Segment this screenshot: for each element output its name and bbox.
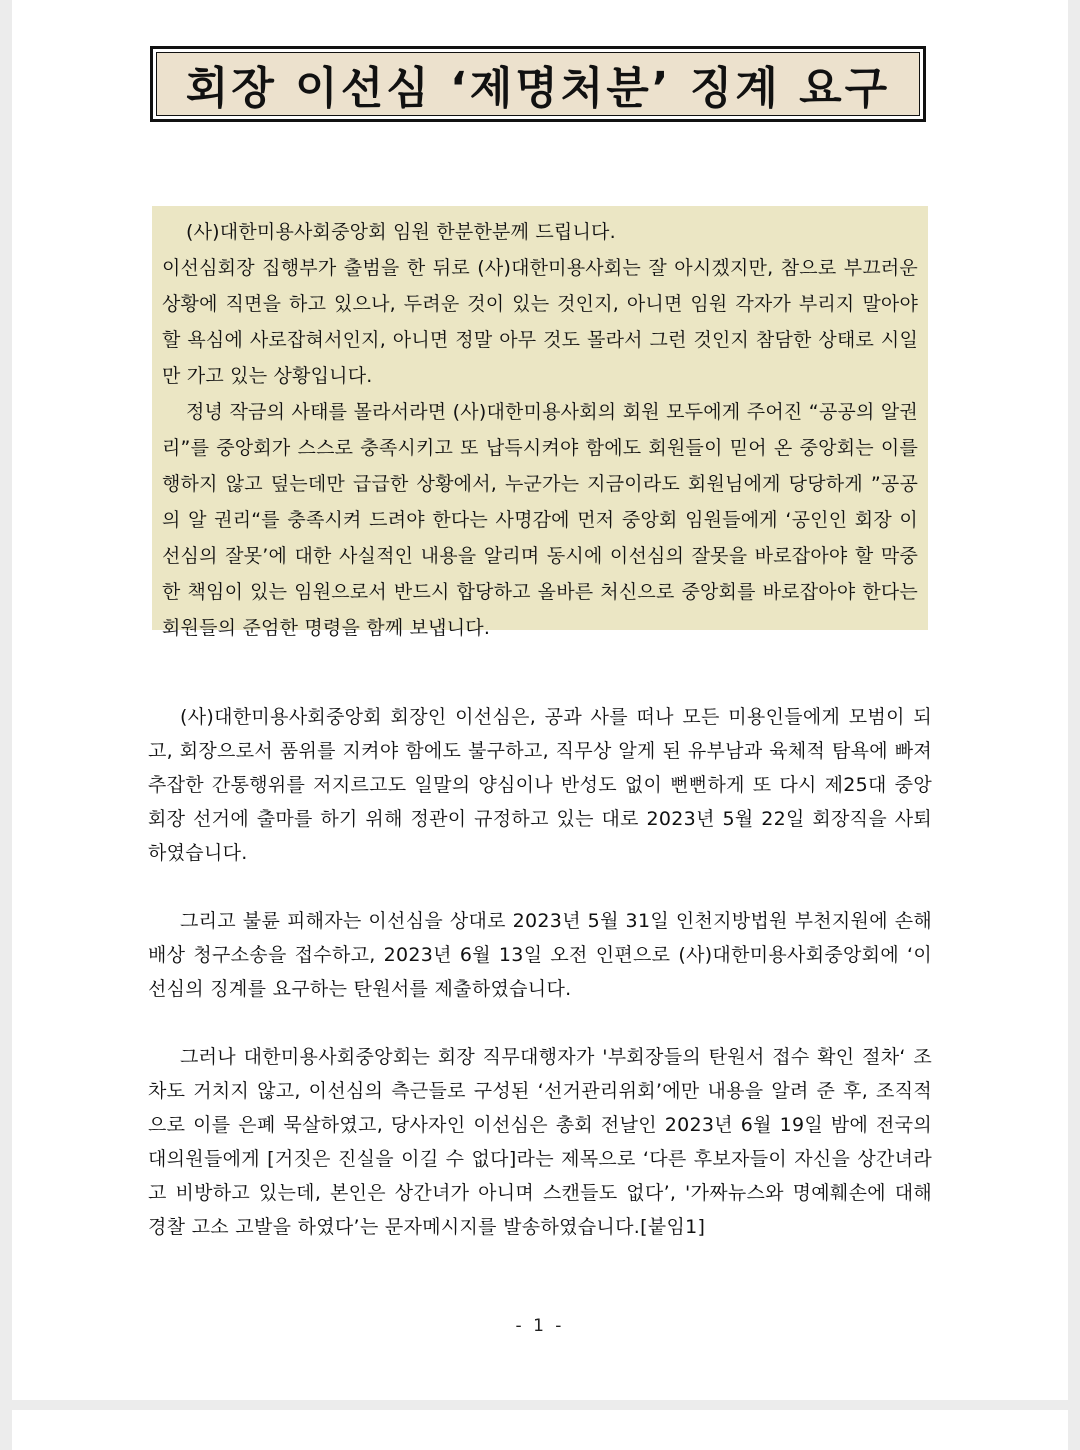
body-paragraph-2: 그리고 불륜 피해자는 이선심을 상대로 2023년 5월 31일 인천지방법원 부천지원에 손해배상 청구소송을 접수하고, 2023년 6월 13일 오전 인편으로 (사)대한미용사회중앙회에 ‘이선심의 징계를 요구하는 탄원서를 제출하였습니다. [148, 910, 932, 1000]
body-paragraph-3: 그러나 대한미용사회중앙회는 회장 직무대행자가 '부회장들의 탄원서 접수 확인 절차‘ 조차도 거치지 않고, 이선심의 측근들로 구성된 ‘선거관리위회’에만 내용을 알려 준 후, 조직적으로 이를 은폐 묵살하였고, 당사자인 이선심은 총회 전날인 2023년 6월 19일 밤에 전국의 대의원들에게 [거짓은 진실을 이길 수 없다]라는 제목으로 ‘다른 후보자들이 자신을 상간녀라고 비방하고 있는데, 본인은 상간녀가 아니며 스캔들도 없다’, '가짜뉴스와 명예훼손에 대해 경찰 고소 고발을 하였다’는 문자메시지를 발송하였습니다.[붙임1] [148, 1046, 932, 1238]
title-box [150, 46, 926, 122]
notice-paragraph-1: 이선심회장 집행부가 출범을 한 뒤로 (사)대한미용사회는 잘 아시겠지만, 참으로 부끄러운 상황에 직면을 하고 있으나, 두려운 것이 있는 것인지, 아니면 임원 각자가 부리지 말아야 할 욕심에 사로잡혀서인지, 아니면 정말 아무 것도 몰라서 그런 것인지 참담한 상태로 시일만 가고 있는 상황입니다. [162, 257, 918, 387]
document-title: 회장 이선심 ‘제명처분’ 징계 요구 [185, 63, 891, 114]
notice-greeting: (사)대한미용사회중앙회 임원 한분한분께 드립니다. [186, 221, 616, 243]
notice-paragraph-2: 정녕 작금의 사태를 몰라서라면 (사)대한미용사회의 회원 모두에게 주어진 “공공의 알권리”를 중앙회가 스스로 충족시키고 또 납득시켜야 함에도 회원들이 믿어 온 중앙회는 이를 행하지 않고 덮는데만 급급한 상황에서, 누군가는 지금이라도 회원님에게 당당하게 ”공공의 알 권리“를 충족시켜 드려야 한다는 사명감에 먼저 중앙회 임원들에게 ‘공인인 회장 이선심의 잘못’에 대한 사실적인 내용을 알리며 동시에 이선심의 잘못을 바로잡아야 할 막중한 책임이 있는 임원으로서 반드시 합당하고 올바른 처신으로 중앙회를 바로잡아야 한다는 회원들의 준엄한 명령을 함께 보냅니다. [162, 401, 918, 639]
title-inner [156, 52, 920, 116]
notice-box [152, 206, 928, 639]
page-number: - 1 - [515, 1316, 565, 1336]
document-body [148, 700, 932, 1278]
body-paragraph-1: (사)대한미용사회중앙회 회장인 이선심은, 공과 사를 떠나 모든 미용인들에게 모범이 되고, 회장으로서 품위를 지켜야 함에도 불구하고, 직무상 알게 된 유부남과 육체적 탐욕에 빠져 추잡한 간통행위를 저지르고도 일말의 양심이나 반성도 없이 뻔뻔하게 또 다시 제25대 중앙회장 선거에 출마를 하기 위해 정관이 규정하고 있는 대로 2023년 5월 22일 회장직을 사퇴하였습니다. [148, 706, 932, 864]
next-page-edge [12, 1410, 1068, 1450]
document-page [12, 0, 1068, 1400]
